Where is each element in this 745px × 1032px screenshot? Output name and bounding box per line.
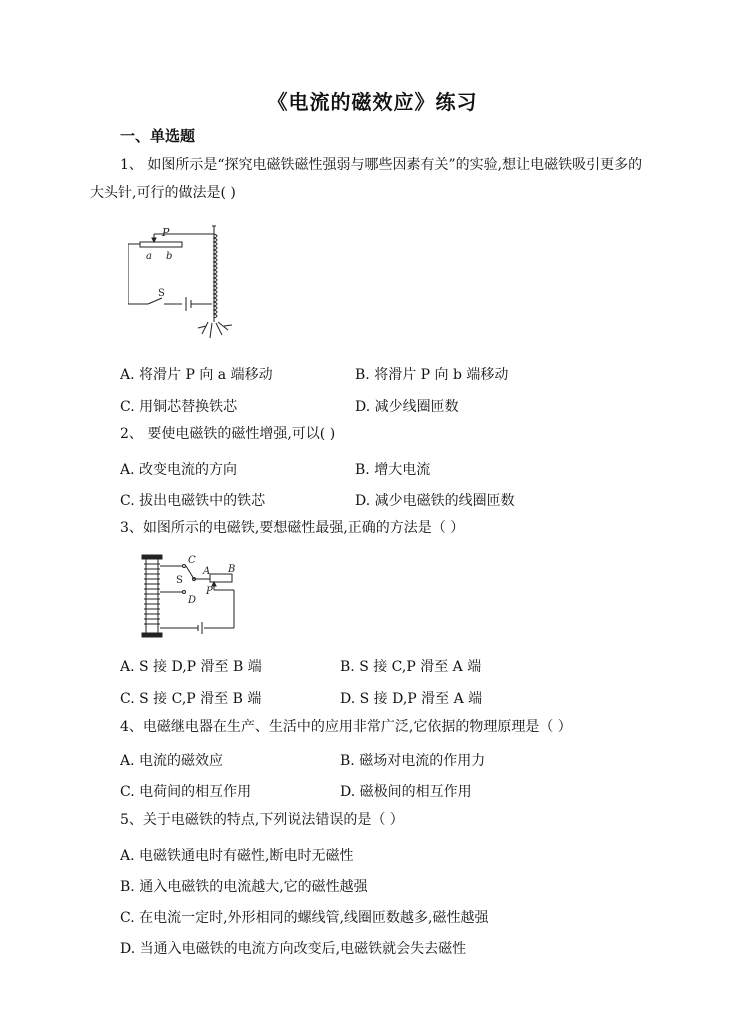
question-1-text-line1: 1、 如图所示是“探究电磁铁磁性强弱与哪些因素有关”的实验,想让电磁铁吸引更多的 <box>120 157 643 173</box>
label-a3: A <box>203 566 211 577</box>
question-3-text: 3、如图所示的电磁铁,要想磁性最强,正确的方法是（ ） <box>120 520 465 536</box>
q1-option-a[interactable]: A. 将滑片 P 向 a 端移动 <box>120 367 273 383</box>
question-5-text: 5、关于电磁铁的特点,下列说法错误的是（ ） <box>120 812 404 828</box>
q4-option-b[interactable]: B. 磁场对电流的作用力 <box>340 753 486 769</box>
q1-option-c[interactable]: C. 用铜芯替换铁芯 <box>120 399 238 415</box>
question-1 <box>90 151 680 207</box>
q5-option-d[interactable]: D. 当通入电磁铁的电流方向改变后,电磁铁就会失去磁性 <box>120 941 467 957</box>
label-d: D <box>188 595 197 606</box>
q2-option-d[interactable]: D. 减少电磁铁的线圈匝数 <box>355 493 515 509</box>
label-c: C <box>188 555 196 566</box>
q2-option-a[interactable]: A. 改变电流的方向 <box>120 462 238 478</box>
q4-option-d[interactable]: D. 磁极间的相互作用 <box>340 784 472 800</box>
label-b3: B <box>228 564 236 575</box>
q1-option-d[interactable]: D. 减少线圈匝数 <box>355 399 459 415</box>
question-4-text: 4、电磁继电器在生产、生活中的应用非常广泛,它依据的物理原理是（ ） <box>120 719 572 735</box>
q3-option-b[interactable]: B. S 接 C,P 滑至 A 端 <box>340 659 482 675</box>
q4-option-a[interactable]: A. 电流的磁效应 <box>120 753 224 769</box>
q5-option-c[interactable]: C. 在电流一定时,外形相同的螺线管,线圈匝数越多,磁性越强 <box>120 910 489 926</box>
page-title: 《电流的磁效应》练习 <box>267 90 478 114</box>
q4-option-c[interactable]: C. 电荷间的相互作用 <box>120 784 252 800</box>
label-s3: S <box>176 575 183 586</box>
question-1-circuit-figure <box>128 222 238 342</box>
q1-option-b[interactable]: B. 将滑片 P 向 b 端移动 <box>355 367 509 383</box>
q3-option-c[interactable]: C. S 接 C,P 滑至 B 端 <box>120 691 262 707</box>
q2-option-c[interactable]: C. 拔出电磁铁中的铁芯 <box>120 493 266 509</box>
label-b: b <box>166 251 173 262</box>
q2-option-b[interactable]: B. 增大电流 <box>355 462 431 478</box>
label-p: P <box>162 226 170 239</box>
q3-option-d[interactable]: D. S 接 D,P 滑至 A 端 <box>340 691 483 707</box>
section-heading: 一、单选题 <box>120 127 196 145</box>
question-1-text-line2: 大头针,可行的做法是( ) <box>90 185 236 201</box>
label-a: a <box>146 251 152 262</box>
q5-option-a[interactable]: A. 电磁铁通电时有磁性,断电时无磁性 <box>120 848 354 864</box>
label-p3: P <box>206 586 213 597</box>
q5-option-b[interactable]: B. 通入电磁铁的电流越大,它的磁性越强 <box>120 879 368 895</box>
label-s: S <box>158 288 165 299</box>
question-2-text: 2、 要使电磁铁的磁性增强,可以( ) <box>120 426 336 442</box>
q3-option-a[interactable]: A. S 接 D,P 滑至 B 端 <box>120 659 262 675</box>
question-3-circuit-figure <box>138 552 248 642</box>
